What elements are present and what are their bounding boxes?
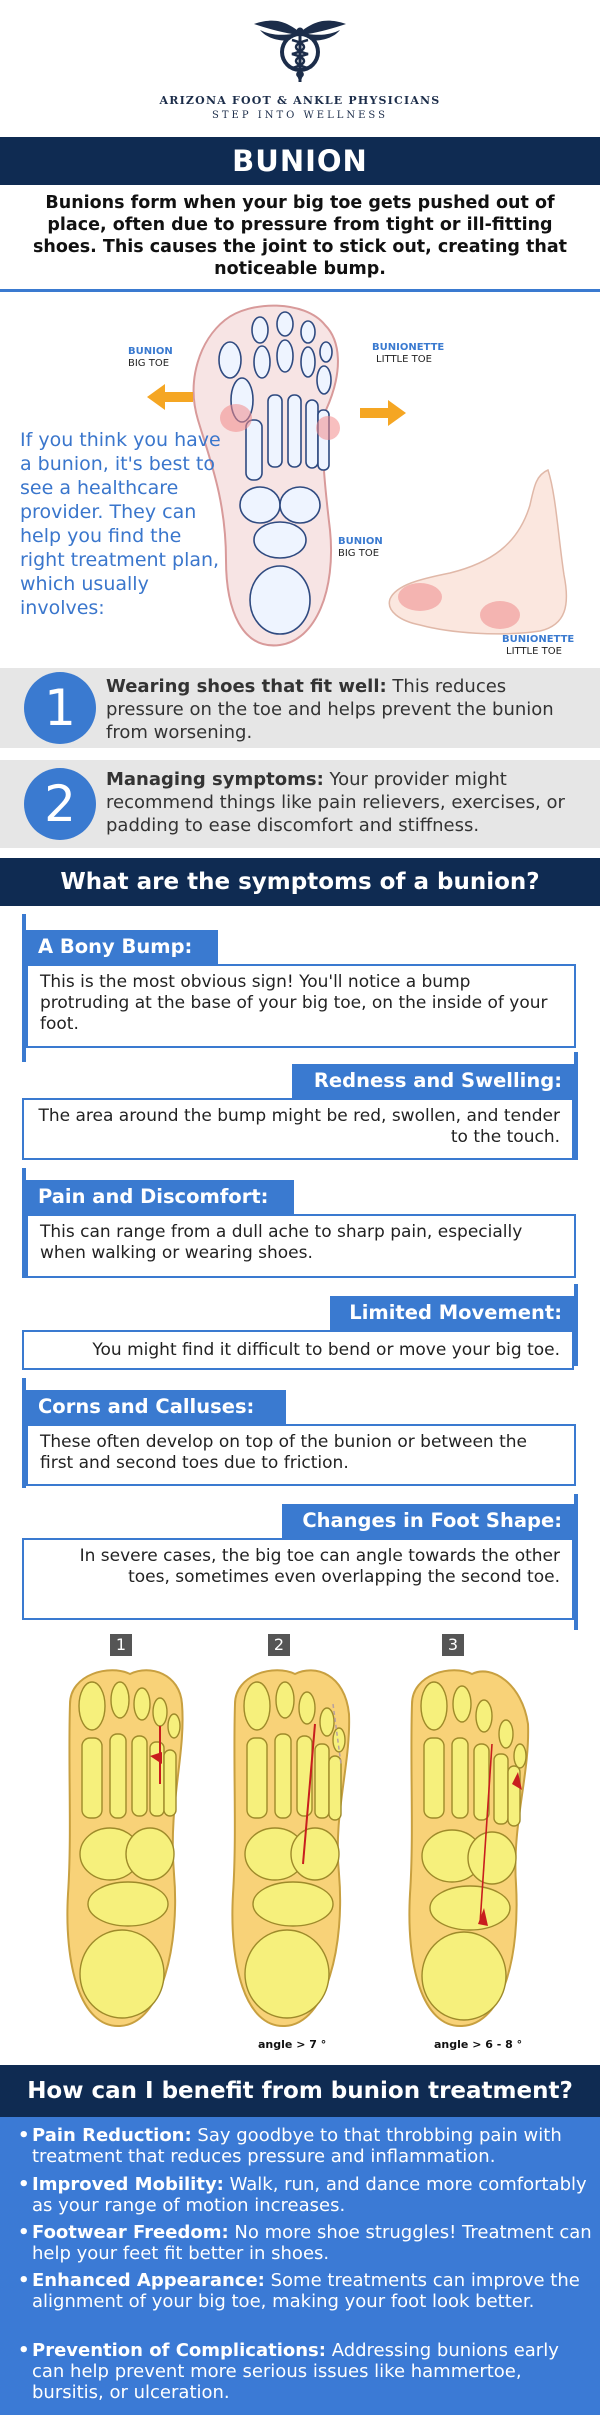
stage-angle-3: angle > 6 - 8 ° <box>434 2038 523 2051</box>
arrow-left-icon <box>145 382 195 412</box>
label-little-toe: LITTLE TOE <box>376 354 432 365</box>
symptom-text-3: This can range from a dull ache to sharp pain, especially when walking or wearing shoes. <box>26 1214 576 1278</box>
foot-side-illustration <box>380 465 580 645</box>
step-desc-1: This reduces pressure on the toe and helps prevent the bunion from worsening. <box>106 676 554 743</box>
symptom-text-4: You might find it difficult to bend or move your big toe. <box>22 1330 574 1370</box>
symptom-accent-2 <box>574 1052 578 1160</box>
benefit-text-2: Walk, run, and dance more comfortably as your range of motion increases. <box>32 2174 587 2216</box>
symptom-title-3: Pain and Discomfort: <box>26 1180 294 1214</box>
label-little-toe-side: LITTLE TOE <box>506 646 562 657</box>
label-bunionette-side: BUNIONETTE <box>502 634 575 645</box>
intro-text: Bunions form when your big toe gets pushed out of place, often due to pressure from tight or ill-fitting shoes. This causes the joint to stick out, creating that noticeable bump. <box>32 193 568 279</box>
symptom-text-2: The area around the bump might be red, swollen, and tender to the touch. <box>22 1098 574 1160</box>
brand-name: ARIZONA FOOT & ANKLE PHYSICIANS <box>159 94 441 107</box>
symptom-accent-4 <box>574 1284 578 1366</box>
benefit-item-5: • Prevention of Complications: Addressing bunions early can help prevent more serious issues like hammertoe, bursitis, or ulceration. <box>18 2340 559 2403</box>
label-bunion: BUNION <box>128 346 173 357</box>
symptom-text-1: This is the most obvious sign! You'll notice a bump protruding at the base of your big toe, on the inside of your foot. <box>26 964 576 1048</box>
symptom-title-4: Limited Movement: <box>330 1296 574 1330</box>
step-number-1: 1 <box>24 672 96 744</box>
label-big-toe-side: BIG TOE <box>338 548 380 559</box>
divider-rule <box>0 289 600 292</box>
stage-angle-2: angle > 7 ° <box>258 2038 327 2051</box>
step-text-1 <box>106 675 584 744</box>
symptom-title-5: Corns and Calluses: <box>26 1390 286 1424</box>
arrow-right-icon <box>358 398 408 428</box>
page-title: BUNION <box>232 144 368 178</box>
benefit-title-2: Improved Mobility: <box>32 2174 224 2195</box>
caduceus-logo-icon <box>248 10 352 88</box>
benefit-text-3: No more shoe struggles! Treatment can help your feet fit better in shoes. <box>32 2222 592 2264</box>
symptom-title-1: A Bony Bump: <box>26 930 218 964</box>
benefits-heading: How can I benefit from bunion treatment? <box>27 2078 573 2104</box>
benefit-text-4: Some treatments can improve the alignment of your big toe, making your foot look better. <box>32 2270 580 2312</box>
benefit-text-1: Say goodbye to that throbbing pain with treatment that reduces pressure and inflammation. <box>32 2125 562 2167</box>
label-bunion-side: BUNION <box>338 536 383 547</box>
step-number-2: 2 <box>24 768 96 840</box>
brand-tagline: STEP INTO WELLNESS <box>212 110 388 121</box>
benefit-title-4: Enhanced Appearance: <box>32 2270 265 2291</box>
benefit-item-1: • Pain Reduction: Say goodbye to that throbbing pain with treatment that reduces pressure and inflammation. <box>18 2125 562 2167</box>
step-text-2 <box>106 768 586 837</box>
stage-number-3: 3 <box>442 1634 464 1656</box>
benefit-title-5: Prevention of Complications: <box>32 2340 326 2361</box>
stage-number-2: 2 <box>268 1634 290 1656</box>
benefit-title-1: Pain Reduction: <box>32 2125 192 2146</box>
foot-stage-2-icon <box>215 1664 365 2034</box>
symptom-title-2: Redness and Swelling: <box>292 1064 574 1098</box>
advice-text: If you think you have a bunion, it's best to see a healthcare provider. They can help you find the right treatment plan, which usually involves: <box>20 429 221 619</box>
step-desc-2: Your provider might recommend things like pain relievers, exercises, or padding to ease discomfort and stiffness. <box>106 769 565 836</box>
label-big-toe: BIG TOE <box>128 358 170 369</box>
benefit-item-4: • Enhanced Appearance: Some treatments can improve the alignment of your big toe, making your foot look better. <box>18 2270 580 2312</box>
step-title-1: Wearing shoes that fit well: <box>106 676 387 697</box>
benefit-title-3: Footwear Freedom: <box>32 2222 229 2243</box>
label-bunionette: BUNIONETTE <box>372 342 445 353</box>
stage-number-1: 1 <box>110 1634 132 1656</box>
foot-stage-1-icon <box>50 1664 200 2034</box>
symptom-accent-6 <box>574 1494 578 1634</box>
symptom-text-5: These often develop on top of the bunion or between the first and second toes due to friction. <box>26 1424 576 1486</box>
step-title-2: Managing symptoms: <box>106 769 324 790</box>
benefit-text-5: Addressing bunions early can help prevent more serious issues like hammertoe, bursitis, or ulceration. <box>32 2340 559 2403</box>
symptom-text-6: In severe cases, the big toe can angle towards the other toes, sometimes even overlapping the second toe. <box>22 1538 574 1620</box>
foot-stage-3-icon <box>392 1664 542 2034</box>
benefit-item-2: • Improved Mobility: Walk, run, and dance more comfortably as your range of motion increases. <box>18 2174 587 2216</box>
symptom-title-6: Changes in Foot Shape: <box>282 1504 574 1538</box>
symptoms-heading: What are the symptoms of a bunion? <box>60 869 540 895</box>
benefit-item-3: • Footwear Freedom: No more shoe struggles! Treatment can help your feet fit better in shoes. <box>18 2222 592 2264</box>
